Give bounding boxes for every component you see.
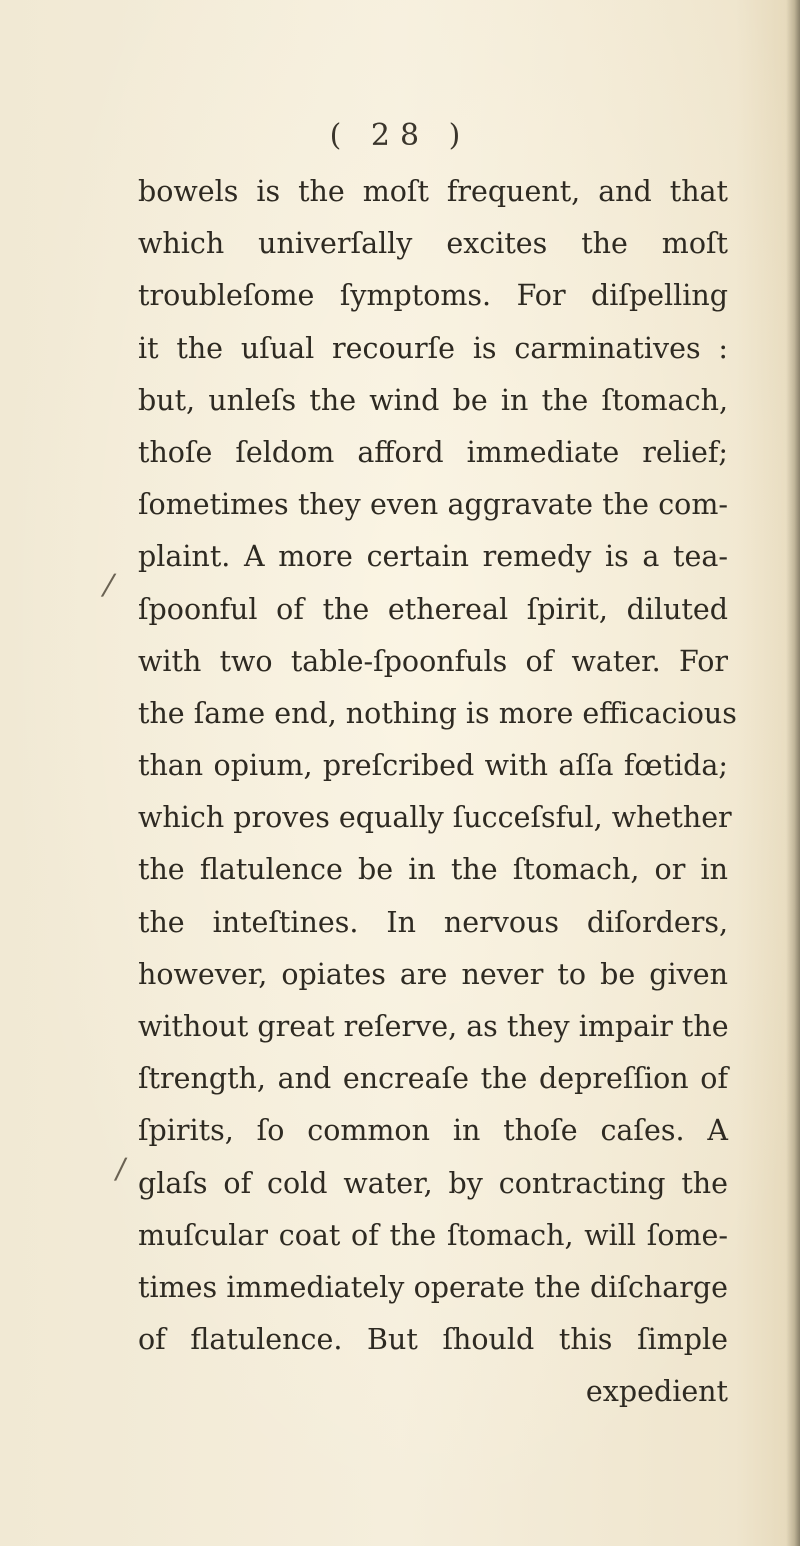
text-line: glaſs of cold water, by contracting the [138,1166,728,1200]
text-line: however, opiates are never to be given [138,957,728,991]
body-text [138,166,737,1419]
text-line: with two table-ſpoonfuls of water. For [138,644,728,678]
text-line: bowels is the moſt frequent, and that [138,175,728,208]
margin-pencil-mark: / [99,568,118,601]
text-line: the flatulence be in the ſtomach, or in [138,853,728,887]
text-line: thoſe ſeldom afford immediate relief; [138,435,728,469]
catchword: expedient [585,1375,728,1409]
text-line: of flatulence. But ſhould this ſimple [138,1323,728,1357]
page-edge-shadow [786,0,800,1546]
text-line: which univerſally excites the moſt [138,227,728,261]
text-line: than opium, preſcribed with aſſa fœtida; [138,749,728,783]
text-line: ſtrength, and encreaſe the depreſſion of [138,1062,728,1096]
text-line: ſpoonful of the ethereal ſpirit, diluted [138,592,728,626]
text-line: but, unleſs the wind be in the ſtomach, [138,383,728,417]
text-line: muſcular coat of the ſtomach, will ſome- [138,1218,728,1252]
text-line: without great reſerve, as they impair the [138,1010,729,1043]
text-line: the inteſtines. In nervous diſorders, [138,905,728,939]
text-line: it the uſual recourſe is carminatives : [138,331,728,365]
page-number: ( 28 ) [329,118,471,153]
text-line: which proves equally ſucceſsful, whether [138,801,732,835]
text-line: the ſame end, nothing is more efficacious [138,696,737,730]
text-line: plaint. A more certain remedy is a tea- [138,540,728,574]
margin-pencil-mark: / [113,1152,129,1185]
text-line: ſpirits, ſo common in thoſe caſes. A [138,1114,728,1148]
text-line: troubleſome ſymptoms. For diſpelling [138,279,728,313]
text-line: times immediately operate the diſcharge [138,1270,728,1304]
text-line: ſometimes they even aggravate the com- [138,488,728,522]
